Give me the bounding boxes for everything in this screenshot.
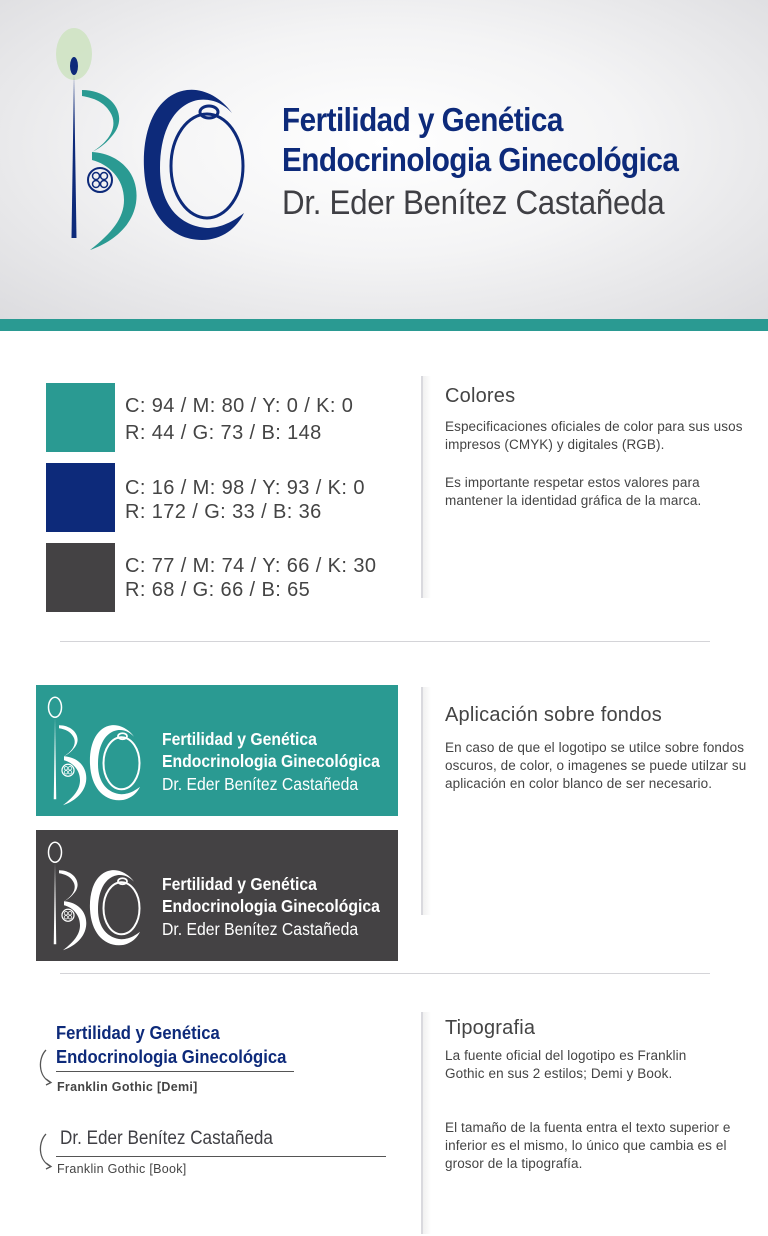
section-title-typography: Tipografia [445, 1017, 536, 1039]
brand-title-line2: Endocrinologia Ginecológica [282, 141, 679, 178]
header-banner [0, 0, 768, 319]
section-title-application: Aplicación sobre fondos [445, 704, 662, 726]
underline-rule [56, 1071, 294, 1072]
color-values-navy [125, 476, 365, 524]
brand-doctor-name: Dr. Eder Benítez Castañeda [282, 184, 665, 222]
horizontal-divider [60, 641, 710, 642]
brand-logo-icon [52, 28, 252, 253]
logo-on-gray-background [36, 830, 398, 961]
color-values-gray [125, 554, 376, 602]
logo-text-line1: Fertilidad y Genética [162, 874, 317, 894]
cmyk-value: C: 16 / M: 98 / Y: 93 / K: 0 [125, 477, 365, 499]
color-values-teal [125, 393, 353, 447]
typography-sample-demi-line2: Endocrinologia Ginecológica [56, 1046, 287, 1067]
color-swatch-navy [46, 463, 115, 532]
logo-text-line3: Dr. Eder Benítez Castañeda [162, 919, 359, 939]
underline-rule [56, 1156, 386, 1157]
color-swatch-teal [46, 383, 115, 452]
vertical-divider [421, 687, 431, 915]
section-title-colors: Colores [445, 385, 516, 407]
rgb-value: R: 44 / G: 73 / B: 148 [125, 422, 322, 444]
logo-text-line1: Fertilidad y Genética [162, 729, 317, 749]
logo-text-line3: Dr. Eder Benítez Castañeda [162, 774, 359, 794]
typography-sample-demi-line1: Fertilidad y Genética [56, 1022, 220, 1043]
application-description: En caso de que el logotipo se utilce sobre fondos oscuros, de color, o imagenes se puede utilzar su aplicación en color blanco de ser necesario. [445, 740, 747, 791]
typography-description: La fuente oficial del logotipo es Franklin Gothic en sus 2 estilos; Demi y Book. [445, 1048, 687, 1081]
logo-on-teal-background [36, 685, 398, 816]
color-swatch-gray [46, 543, 115, 612]
header-accent-bar [0, 319, 768, 331]
colors-description: Especificaciones oficiales de color para sus usos impresos (CMYK) y digitales (RGB). [445, 419, 743, 452]
curved-arrow-icon [36, 1132, 58, 1172]
rgb-value: R: 172 / G: 33 / B: 36 [125, 501, 322, 523]
logo-text-line2: Endocrinologia Ginecológica [162, 896, 380, 916]
typography-note: El tamaño de la fuenta entra el texto superior e inferior es el mismo, lo único que cambia es el grosor de la tipografía. [445, 1120, 731, 1171]
typography-sample-book: Dr. Eder Benítez Castañeda [60, 1128, 273, 1149]
brand-logo-white-icon [44, 691, 144, 810]
typography-caption-book: Franklin Gothic [Book] [57, 1162, 187, 1176]
rgb-value: R: 68 / G: 66 / B: 65 [125, 579, 311, 601]
brand-title-line1: Fertilidad y Genética [282, 101, 563, 138]
vertical-divider [421, 376, 431, 598]
brand-logo-white-icon [44, 836, 144, 955]
cmyk-value: C: 94 / M: 80 / Y: 0 / K: 0 [125, 395, 354, 417]
colors-note: Es importante respetar estos valores para mantener la identidad gráfica de la marca. [445, 475, 702, 508]
cmyk-value: C: 77 / M: 74 / Y: 66 / K: 30 [125, 555, 377, 577]
curved-arrow-icon [36, 1048, 58, 1088]
horizontal-divider [60, 973, 710, 974]
vertical-divider [421, 1012, 431, 1234]
logo-text-line2: Endocrinologia Ginecológica [162, 751, 380, 771]
typography-caption-demi: Franklin Gothic [Demi] [57, 1080, 198, 1094]
